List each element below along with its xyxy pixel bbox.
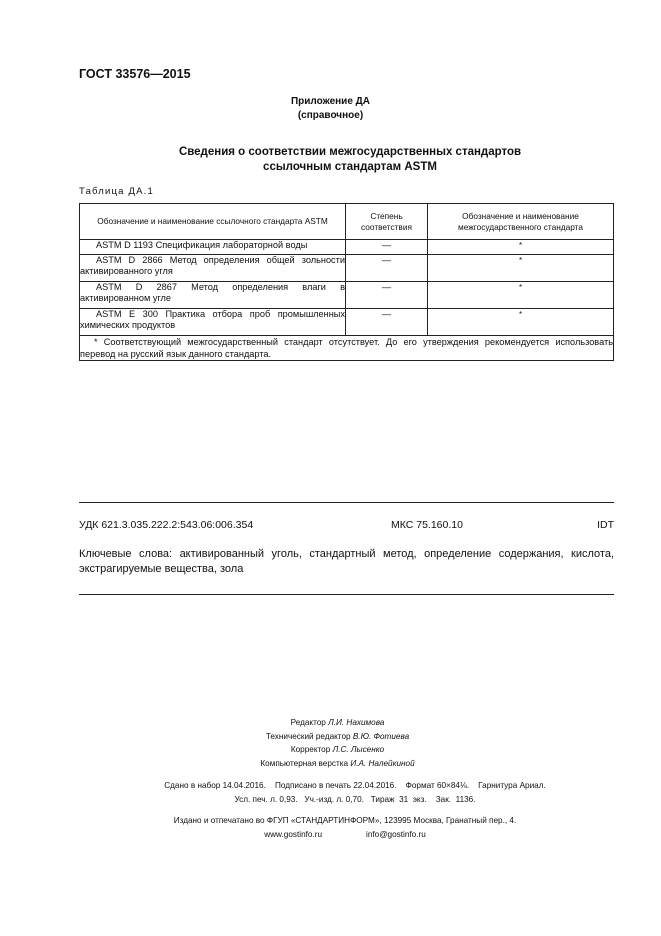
interstate-standard-cell: * — [428, 282, 614, 309]
print-info — [0, 779, 661, 807]
appendix-heading — [0, 95, 661, 123]
credit-person: В.Ю. Фотиева — [352, 731, 410, 741]
credit-role: Компьютерная верстка — [260, 758, 349, 768]
divider-bottom — [79, 594, 614, 595]
table-row — [80, 309, 614, 336]
astm-standard-text: ASTM D 1193 Спецификация лабораторной воды — [96, 240, 308, 250]
section-title-line-2: ссылочным стандартам ASTM — [263, 161, 437, 173]
udk-code: УДК 621.3.035.222.2:543.06:006.354 — [79, 519, 254, 531]
astm-standard-text: ASTM E 300 Практика отбора проб промышленных химических продуктов — [80, 309, 345, 330]
table-footnote: * Соответствующий межгосударственный стандарт отсутствует. До его утверждения рекомендуется использовать перевод на русский язык данного стандарта. — [80, 337, 613, 359]
astm-standard-cell — [80, 240, 346, 255]
publisher-info — [0, 814, 661, 842]
section-title — [0, 145, 661, 175]
astm-standard-cell — [80, 309, 346, 336]
table-header-row — [80, 204, 614, 240]
keywords: Ключевые слова: активированный уголь, стандартный метод, определение содержания, кислота, экстрагируемые вещества, зола — [79, 548, 614, 575]
astm-standard-text: ASTM D 2866 Метод определения общей зольности активированного угля — [80, 255, 345, 276]
degree-cell: — — [346, 255, 428, 282]
divider-top — [79, 502, 614, 503]
credit-person: Л.С. Лысенко — [332, 745, 385, 754]
header-interstate-standard: Обозначение и наименование межгосударственного стандарта — [428, 204, 614, 240]
idt-code: IDT — [597, 519, 614, 531]
interstate-standard-cell: * — [428, 240, 614, 255]
astm-standard-cell — [80, 282, 346, 309]
publisher-email: info@gostinfo.ru — [366, 830, 426, 839]
appendix-note: (справочное) — [297, 110, 364, 121]
credit-layout — [0, 757, 661, 771]
credit-role: Корректор — [290, 745, 331, 754]
publisher-website: www.gostinfo.ru — [264, 830, 323, 839]
credit-proofreader — [0, 743, 661, 757]
astm-standard-cell — [80, 255, 346, 282]
interstate-standard-cell: * — [428, 309, 614, 336]
degree-cell: — — [346, 309, 428, 336]
mks-code: МКС 75.160.10 — [391, 519, 463, 531]
credit-person: И.А. Налейкиной — [350, 758, 415, 768]
table-row — [80, 255, 614, 282]
credit-person: Л.И. Нахимова — [328, 718, 385, 727]
correspondence-table — [79, 203, 614, 361]
appendix-title: Приложение ДА — [290, 96, 371, 107]
interstate-standard-cell: * — [428, 255, 614, 282]
credit-tech-editor — [0, 730, 661, 744]
table-row — [80, 240, 614, 255]
credits-block — [0, 716, 661, 770]
degree-cell: — — [346, 240, 428, 255]
credit-role: Редактор — [290, 718, 326, 727]
credit-role: Технический редактор — [265, 731, 351, 741]
section-title-line-1: Сведения о соответствии межгосударственных стандартов — [178, 146, 522, 158]
astm-standard-text: ASTM D 2867 Метод определения влаги в активированном угле — [80, 282, 345, 303]
credit-editor — [0, 716, 661, 730]
degree-cell: — — [346, 282, 428, 309]
classification-row — [79, 519, 614, 531]
table-row — [80, 282, 614, 309]
publisher-line: Издано и отпечатано во ФГУП «СТАНДАРТИНФОРМ», 123995 Москва, Гранатный пер., 4. — [173, 816, 517, 825]
header-degree: Степень соответствия — [346, 204, 428, 240]
table-footnote-row — [80, 336, 614, 361]
publisher-contacts — [0, 828, 661, 842]
print-info-line-1: Сдано в набор 14.04.2016. Подписано в печать 22.04.2016. Формат 60×84⅛. Гарнитура Ариал. — [164, 781, 546, 790]
document-code: ГОСТ 33576—2015 — [79, 67, 191, 81]
print-info-line-2: Усл. печ. л. 0,93. Уч.-изд. л. 0,70. Тираж 31 экз. Зак. 1136. — [234, 795, 476, 804]
table-label: Таблица ДА.1 — [79, 186, 154, 197]
header-astm-standard: Обозначение и наименование ссылочного стандарта ASTM — [80, 204, 346, 240]
